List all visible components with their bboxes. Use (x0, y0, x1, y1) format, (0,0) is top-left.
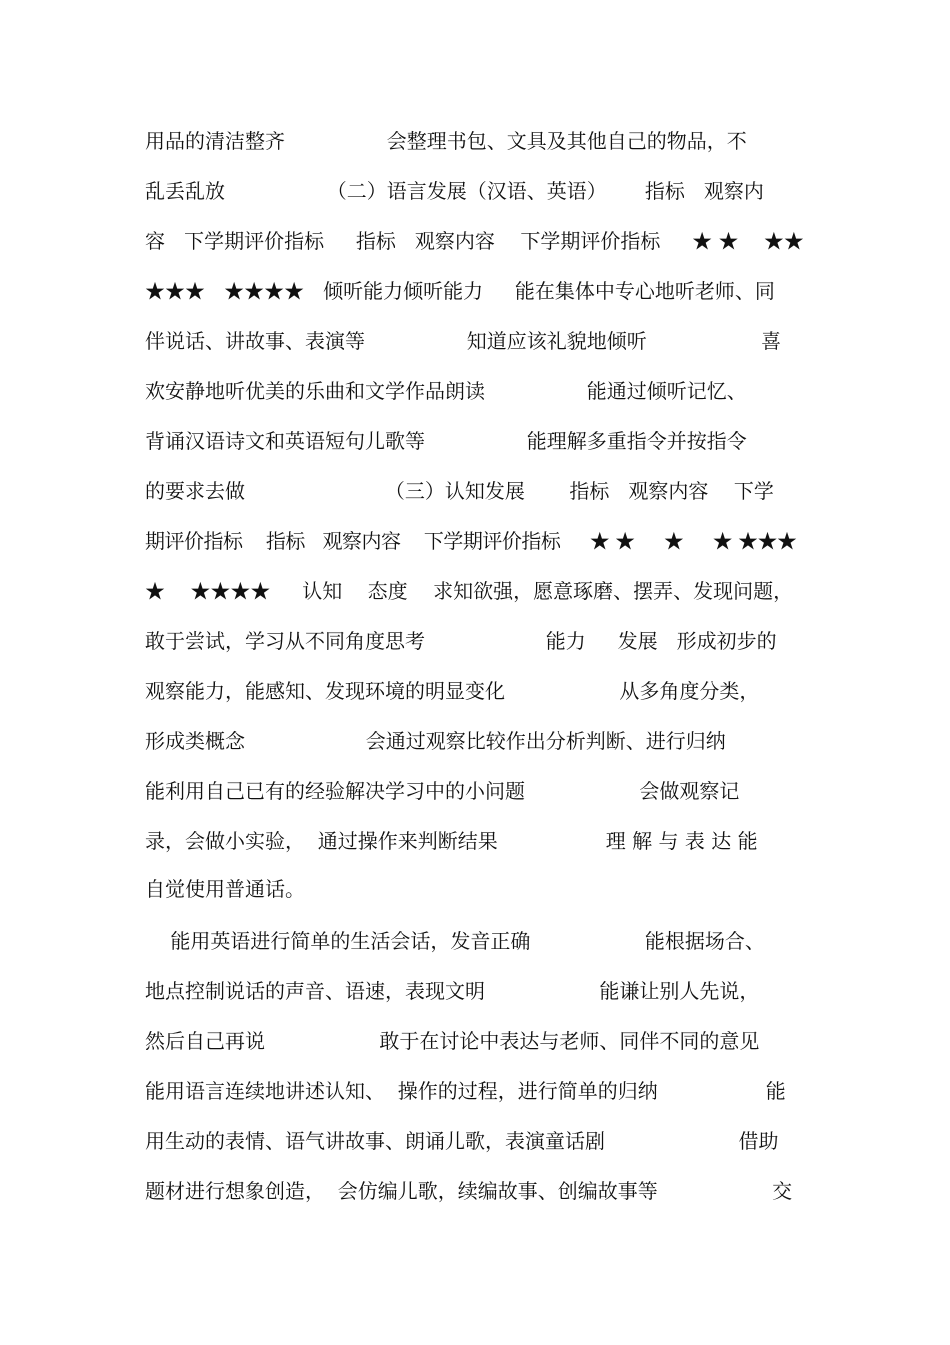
text-line-2: 乱丢乱放 （二）语言发展（汉语、英语） 指标 观察内 (145, 179, 764, 203)
text-line-1: 用品的清洁整齐 会整理书包、文具及其他自己的物品，不 (145, 129, 747, 153)
text-line-13: 形成类概念 会通过观察比较作出分析判断、进行归纳 (145, 729, 726, 753)
text-line-6: 欢安静地听优美的乐曲和文学作品朗读 能通过倾听记忆、 (145, 379, 747, 403)
text-line-18: 地点控制说话的声音、语速，表现文明 能谦让别人先说， (145, 979, 760, 1003)
text-line-4: ★★★ ★★★★ 倾听能力倾听能力 能在集体中专心地听老师、同 (145, 279, 775, 303)
text-line-15: 录，会做小实验， 通过操作来判断结果 理 解 与 表 达 能 (145, 829, 758, 853)
text-line-3: 容 下学期评价指标 指标 观察内容 下学期评价指标 ★ ★ ★★ (145, 229, 804, 253)
text-line-16: 自觉使用普通话。 (145, 877, 305, 901)
text-line-8: 的要求去做 （三）认知发展 指标 观察内容 下学 (145, 479, 774, 503)
text-line-9: 期评价指标 指标 观察内容 下学期评价指标 ★ ★ ★ ★ ★★★ (145, 529, 797, 553)
text-line-5: 伴说话、讲故事、表演等 知道应该礼貌地倾听 喜 (145, 329, 782, 353)
text-line-19: 然后自己再说 敢于在讨论中表达与老师、同伴不同的意见 (145, 1029, 760, 1053)
text-line-10: ★ ★★★★ 认知 态度 求知欲强，愿意琢磨、摆弄、发现问题， (145, 579, 794, 603)
text-line-22: 题材进行想象创造， 会仿编儿歌，续编故事、创编故事等 交 (145, 1179, 793, 1203)
text-line-14: 能利用自己已有的经验解决学习中的小问题 会做观察记 (145, 779, 740, 803)
text-line-7: 背诵汉语诗文和英语短句儿歌等 能理解多重指令并按指令 (145, 429, 747, 453)
text-line-11: 敢于尝试，学习从不同角度思考 能力 发展 形成初步的 (145, 629, 777, 653)
text-line-12: 观察能力，能感知、发现环境的明显变化 从多角度分类， (145, 679, 760, 703)
text-line-17: 能用英语进行简单的生活会话，发音正确 能根据场合、 (145, 929, 765, 953)
text-line-21: 用生动的表情、语气讲故事、朗诵儿歌，表演童话剧 借助 (145, 1129, 779, 1153)
text-line-20: 能用语言连续地讲述认知、 操作的过程，进行简单的归纳 能 (145, 1079, 786, 1103)
